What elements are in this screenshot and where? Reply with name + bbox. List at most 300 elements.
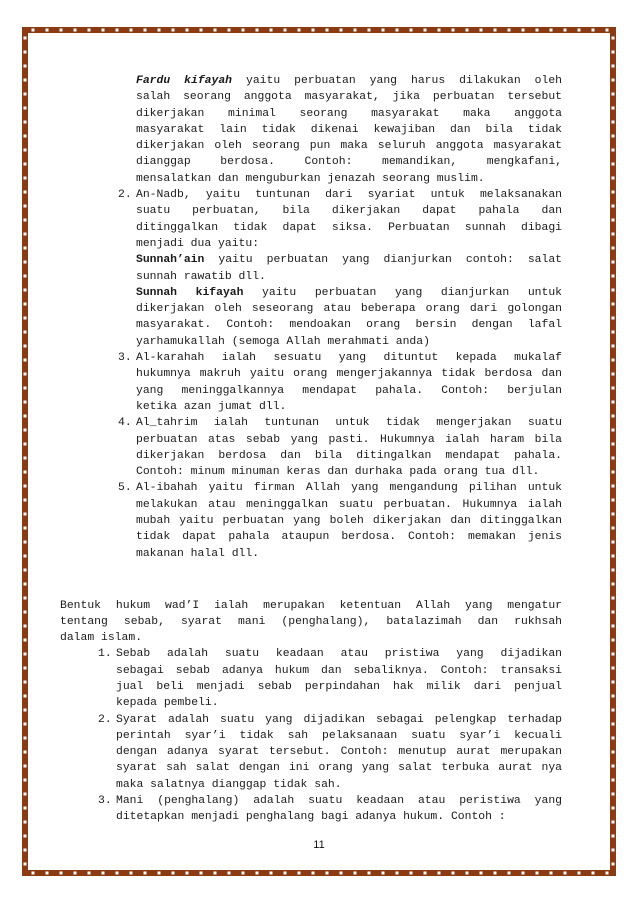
text-line-content: perintah syar’i tidak sah pelaksanaan suatu syar’i kecuali xyxy=(116,729,562,742)
text-line-content: dengan adanya syarat tersebut. Contoh: menutup aurat merupakan xyxy=(116,746,562,759)
text-line xyxy=(136,236,562,252)
list-item xyxy=(60,415,562,480)
border-dot xyxy=(242,29,245,32)
border-dot xyxy=(74,872,77,875)
border-dot xyxy=(24,835,27,838)
text-line xyxy=(136,383,562,399)
border-dot xyxy=(24,611,27,614)
border-dot xyxy=(24,331,27,334)
list-number: 1. xyxy=(98,648,112,661)
term-sunnah-kifayah: Sunnah kifayah xyxy=(136,286,244,299)
text-line-content: maka salatnya dianggap tidak sah. xyxy=(116,778,342,791)
list-item xyxy=(60,712,562,793)
text-line-content: yaitu perbuatan yang dianjurkan contoh: salat xyxy=(204,254,562,267)
border-dot xyxy=(612,345,615,348)
border-dot xyxy=(466,29,469,32)
text-line xyxy=(136,220,562,236)
text-line-content: syarat sah salat dengan ini orang yang salat terbuka aurat nya xyxy=(116,762,562,775)
text-line xyxy=(116,646,562,662)
border-dot xyxy=(368,29,371,32)
border-dot xyxy=(144,29,147,32)
text-line-content: salah seorang anggota masyarakat, jika perbuatan tersebut xyxy=(136,91,562,104)
border-dot xyxy=(578,29,581,32)
border-dot xyxy=(612,373,615,376)
border-dot xyxy=(24,191,27,194)
border-dot xyxy=(24,289,27,292)
list-number: 3. xyxy=(98,795,112,808)
text-line xyxy=(136,285,562,301)
border-dot xyxy=(494,29,497,32)
border-dot xyxy=(24,93,27,96)
border-dot xyxy=(24,485,27,488)
border-dot xyxy=(24,471,27,474)
border-dot xyxy=(24,415,27,418)
text-line-content: Contoh: minum minuman keras dan durhaka pada orang tua dll. xyxy=(136,466,540,479)
text-line xyxy=(136,154,562,170)
page-number: 11 xyxy=(313,839,325,851)
border-dot xyxy=(564,29,567,32)
text-line-content: kepada pembeli. xyxy=(116,697,219,710)
border-dot xyxy=(24,793,27,796)
border-dot xyxy=(612,485,615,488)
border-dot xyxy=(46,872,49,875)
border-dot xyxy=(24,387,27,390)
paragraph-lines xyxy=(136,350,562,415)
text-line xyxy=(116,793,562,809)
border-dot xyxy=(24,695,27,698)
border-dot xyxy=(466,872,469,875)
border-dot xyxy=(612,65,615,68)
text-line-content: tidak dapat pahala ataupun berdosa. Contoh: memakan jenis xyxy=(136,531,562,544)
border-dot xyxy=(612,709,615,712)
text-line xyxy=(136,432,562,448)
border-dot xyxy=(612,233,615,236)
spacer xyxy=(60,562,562,598)
border-dot xyxy=(612,695,615,698)
border-dot xyxy=(24,863,27,866)
border-dot xyxy=(24,177,27,180)
border-dot xyxy=(612,471,615,474)
border-dot xyxy=(612,107,615,110)
border-dot xyxy=(612,289,615,292)
text-line-content: tentang sebab, syarat mani (penghalang), batalazimah dan rukhsah xyxy=(60,615,562,628)
border-dot xyxy=(452,872,455,875)
border-dot xyxy=(612,163,615,166)
text-line xyxy=(116,679,562,695)
border-dot xyxy=(424,29,427,32)
border-dot xyxy=(46,29,49,32)
text-line-content: dalam islam. xyxy=(60,632,143,645)
border-dot xyxy=(24,653,27,656)
text-line xyxy=(136,171,562,187)
border-dot xyxy=(612,639,615,642)
border-dot xyxy=(24,681,27,684)
border-dot xyxy=(612,415,615,418)
text-line xyxy=(116,663,562,679)
text-line xyxy=(136,73,562,89)
border-dot xyxy=(228,872,231,875)
border-dot xyxy=(612,317,615,320)
border-dot xyxy=(24,625,27,628)
border-dot xyxy=(612,723,615,726)
text-line-content: menjadi dua yaitu: xyxy=(136,237,260,250)
border-dot xyxy=(24,261,27,264)
text-line-content: ditinggalkan tidak dapat siksa. Perbuatan sunnah dibagi xyxy=(136,221,562,234)
border-dot xyxy=(612,737,615,740)
border-dot xyxy=(24,359,27,362)
border-dot xyxy=(612,275,615,278)
border-dot xyxy=(158,29,161,32)
text-line-content: makanan halal dll. xyxy=(136,547,260,560)
border-dot xyxy=(612,401,615,404)
border-dot xyxy=(612,177,615,180)
border-dot xyxy=(452,29,455,32)
paragraph-lines xyxy=(136,285,562,350)
border-dot xyxy=(24,499,27,502)
border-dot xyxy=(24,569,27,572)
border-dot xyxy=(612,527,615,530)
text-line xyxy=(136,350,562,366)
border-dot xyxy=(24,807,27,810)
text-line xyxy=(136,301,562,317)
border-dot xyxy=(32,29,35,32)
border-dot xyxy=(396,872,399,875)
text-line-content: yarhamukallah (semoga Allah merahmati anda) xyxy=(136,335,430,348)
border-dot xyxy=(200,29,203,32)
border-dot xyxy=(186,872,189,875)
border-dot xyxy=(24,275,27,278)
border-dot xyxy=(536,872,539,875)
text-line-content: perbuatan atas sebab yang pasti. Hukumnya ialah haram bila xyxy=(136,433,562,446)
border-dot xyxy=(200,872,203,875)
border-dot xyxy=(382,872,385,875)
border-dot xyxy=(298,29,301,32)
border-dot xyxy=(612,513,615,516)
border-dot xyxy=(24,303,27,306)
text-line xyxy=(136,138,562,154)
border-dot xyxy=(424,872,427,875)
border-dot xyxy=(24,233,27,236)
border-dot xyxy=(24,779,27,782)
text-line xyxy=(116,712,562,728)
text-line-content: jual beli menjadi sebab perpindahan hak milik dari penjual xyxy=(116,680,562,693)
border-dot xyxy=(144,872,147,875)
paragraph-lines xyxy=(136,480,562,561)
border-dot xyxy=(24,345,27,348)
text-line-content: sunnah rawatib dll. xyxy=(136,270,266,283)
list-number: 2. xyxy=(118,189,132,202)
text-line-content: hukumnya makruh yaitu orang mengerjakannya tidak berdosa dan xyxy=(136,368,562,381)
border-dot xyxy=(396,29,399,32)
border-dot xyxy=(612,303,615,306)
border-dot xyxy=(480,29,483,32)
border-dot xyxy=(612,807,615,810)
border-dot xyxy=(24,765,27,768)
text-line xyxy=(60,614,562,630)
text-line-content: ketika azan jumat dll. xyxy=(136,400,287,413)
border-dot xyxy=(284,872,287,875)
border-dot xyxy=(88,872,91,875)
text-line xyxy=(136,89,562,105)
border-dot xyxy=(24,121,27,124)
text-line-content: dikerjakan oleh seorang pun maka seluruh anggota masyarakat xyxy=(136,140,562,153)
paragraph-lines xyxy=(116,646,562,711)
border-dot xyxy=(612,331,615,334)
text-line xyxy=(136,464,562,480)
paragraph-lines xyxy=(116,793,562,826)
border-dot xyxy=(186,29,189,32)
text-line-content: mubah yaitu perbuatan yang boleh dikerjakan dan ditinggalkan xyxy=(136,515,562,528)
border-dot xyxy=(522,872,525,875)
text-line-content: Syarat adalah suatu yang dijadikan sebagai pelengkap terhadap xyxy=(116,713,562,726)
paragraph-lines xyxy=(136,187,562,252)
border-dot xyxy=(612,261,615,264)
text-line xyxy=(116,695,562,711)
text-line-content: Sebab adalah suatu keadaan atau pristiwa yang dijadikan xyxy=(116,648,562,661)
paragraph-lines xyxy=(116,712,562,793)
border-dot xyxy=(24,317,27,320)
border-dot xyxy=(24,65,27,68)
list-item xyxy=(60,350,562,415)
text-line xyxy=(136,529,562,545)
border-dot xyxy=(130,872,133,875)
border-dot xyxy=(24,555,27,558)
border-dot xyxy=(612,149,615,152)
paragraph-lines xyxy=(136,73,562,187)
border-dot xyxy=(130,29,133,32)
border-dot xyxy=(24,513,27,516)
border-dot xyxy=(24,401,27,404)
border-dot xyxy=(24,583,27,586)
border-dot xyxy=(24,51,27,54)
text-line-content: An-Nadb, yaitu tuntunan dari syariat untuk melaksanakan xyxy=(136,189,562,202)
border-dot xyxy=(24,443,27,446)
border-dot xyxy=(24,79,27,82)
text-line-content: sebagai sebab adanya hukum dan sebaliknya. Contoh: transaksi xyxy=(116,664,562,677)
text-line-content: ditetapkan menjadi penghalang bagi adanya hukum. Contoh : xyxy=(116,811,506,824)
border-dot xyxy=(24,107,27,110)
list-item xyxy=(60,793,562,826)
text-line-content: Bentuk hukum wad’I ialah merupakan ketentuan Allah yang mengatur xyxy=(60,599,562,612)
border-dot xyxy=(606,872,609,875)
text-line xyxy=(136,187,562,203)
text-line xyxy=(136,252,562,268)
border-dot xyxy=(24,751,27,754)
text-line-content: yang meninggalkannya mendapat pahala. Contoh: berjulan xyxy=(136,384,562,397)
border-dot xyxy=(172,29,175,32)
border-dot xyxy=(158,872,161,875)
border-dot xyxy=(536,29,539,32)
text-line-content: Al_tahrim ialah tuntunan untuk tidak mengerjakan suatu xyxy=(136,417,562,430)
border-dot xyxy=(612,597,615,600)
term-fardu-kifayah: Fardu kifayah xyxy=(136,75,233,87)
border-dot xyxy=(24,219,27,222)
border-dot xyxy=(172,872,175,875)
border-dot xyxy=(564,872,567,875)
border-dot xyxy=(368,872,371,875)
border-dot xyxy=(550,872,553,875)
border-dot xyxy=(214,872,217,875)
text-line xyxy=(136,513,562,529)
border-dot xyxy=(612,821,615,824)
border-dot xyxy=(340,872,343,875)
border-dot xyxy=(60,29,63,32)
border-dot xyxy=(354,29,357,32)
list-item xyxy=(60,480,562,561)
border-dot xyxy=(60,872,63,875)
text-line-content: yaitu perbuatan yang dianjurkan untuk xyxy=(243,286,563,299)
page-content xyxy=(60,73,562,826)
text-line-content: Mani (penghalang) adalah suatu keadaan atau peristiwa yang xyxy=(116,795,562,808)
border-dot xyxy=(270,872,273,875)
text-line-content: Al-ibahah yaitu firman Allah yang mengandung pilihan untuk xyxy=(136,482,562,495)
text-line-content: dikerjakan oleh seseorang atau beberapa orang dari golongan xyxy=(136,303,562,316)
border-dot xyxy=(312,872,315,875)
border-dot xyxy=(24,639,27,642)
border-dot xyxy=(612,247,615,250)
border-dot xyxy=(24,163,27,166)
text-line xyxy=(136,448,562,464)
border-dot xyxy=(340,29,343,32)
border-dot xyxy=(612,93,615,96)
border-dot xyxy=(612,625,615,628)
list-item xyxy=(60,646,562,711)
border-dot xyxy=(32,872,35,875)
text-line-content: dikerjakan minimal seorang masyarakat maka anggota xyxy=(136,107,562,120)
border-dot xyxy=(612,681,615,684)
border-dot xyxy=(612,653,615,656)
border-dot xyxy=(612,387,615,390)
border-dot xyxy=(612,205,615,208)
text-line-content: yaitu perbuatan yang harus dilakukan oleh xyxy=(232,75,562,87)
border-dot xyxy=(116,872,119,875)
border-dot xyxy=(256,872,259,875)
border-left xyxy=(22,27,28,876)
border-dot xyxy=(102,29,105,32)
border-dot xyxy=(438,29,441,32)
border-dot xyxy=(326,872,329,875)
border-dot xyxy=(354,872,357,875)
text-line-content: masyarakat lain tidak dikenai kewajiban dan bila tidak xyxy=(136,123,562,136)
text-line xyxy=(136,334,562,350)
text-line xyxy=(116,777,562,793)
text-line xyxy=(136,122,562,138)
text-line xyxy=(136,317,562,333)
border-dot xyxy=(24,709,27,712)
border-dot xyxy=(74,29,77,32)
list-number: 4. xyxy=(118,417,132,430)
border-dot xyxy=(24,149,27,152)
border-dot xyxy=(24,457,27,460)
border-dot xyxy=(24,541,27,544)
border-dot xyxy=(24,429,27,432)
list-number: 2. xyxy=(98,713,112,726)
border-dot xyxy=(592,872,595,875)
border-dot xyxy=(612,51,615,54)
border-dot xyxy=(592,29,595,32)
text-line xyxy=(136,497,562,513)
intro-paragraph xyxy=(60,598,562,647)
text-line xyxy=(116,744,562,760)
list-item xyxy=(60,187,562,350)
text-line-content: suatu perbuatan, bila dikerjakan dapat pahala dan xyxy=(136,205,562,218)
paragraph-lines xyxy=(136,252,562,285)
border-dot xyxy=(612,443,615,446)
border-dot xyxy=(612,499,615,502)
border-dot xyxy=(612,555,615,558)
border-dot xyxy=(508,29,511,32)
border-dot xyxy=(612,751,615,754)
border-dot xyxy=(612,569,615,572)
text-line-content: dianggap berdosa. Contoh: memandikan, mengkafani, xyxy=(136,156,562,169)
border-dot xyxy=(382,29,385,32)
border-dot xyxy=(410,872,413,875)
text-line xyxy=(136,269,562,285)
border-dot xyxy=(24,247,27,250)
border-dot xyxy=(612,667,615,670)
border-dot xyxy=(326,29,329,32)
text-line-content: dikerjakan berdosa dan bila ditingalkan mendapat pahala. xyxy=(136,449,562,462)
fardu-kifayah-paragraph xyxy=(60,73,562,187)
border-dot xyxy=(24,373,27,376)
border-dot xyxy=(612,135,615,138)
border-dot xyxy=(102,872,105,875)
border-right xyxy=(610,27,616,876)
border-dot xyxy=(480,872,483,875)
border-dot xyxy=(24,527,27,530)
list-number: 5. xyxy=(118,482,132,495)
border-dot xyxy=(270,29,273,32)
text-line xyxy=(60,598,562,614)
border-dot xyxy=(612,835,615,838)
border-dot xyxy=(612,121,615,124)
border-dot xyxy=(438,872,441,875)
border-dot xyxy=(312,29,315,32)
text-line-content: masyarakat. Contoh: mendoakan orang bersin dengan lafal xyxy=(136,319,562,332)
border-dot xyxy=(612,37,615,40)
border-dot xyxy=(24,135,27,138)
paragraph-lines xyxy=(136,415,562,480)
border-dot xyxy=(24,821,27,824)
border-dot xyxy=(410,29,413,32)
term-sunnah-ain: Sunnah’ain xyxy=(136,254,205,267)
border-dot xyxy=(24,37,27,40)
text-line xyxy=(116,728,562,744)
border-dot xyxy=(612,457,615,460)
text-line xyxy=(136,366,562,382)
text-line xyxy=(136,399,562,415)
border-dot xyxy=(256,29,259,32)
border-dot xyxy=(550,29,553,32)
border-dot xyxy=(612,583,615,586)
border-dot xyxy=(24,667,27,670)
text-line-content: melakukan atau meninggalkan suatu perbuatan. Hukumnya ialah xyxy=(136,498,562,511)
border-dot xyxy=(228,29,231,32)
border-dot xyxy=(612,429,615,432)
border-dot xyxy=(214,29,217,32)
border-dot xyxy=(24,205,27,208)
border-dot xyxy=(24,597,27,600)
text-line xyxy=(116,809,562,825)
border-dot xyxy=(284,29,287,32)
text-line xyxy=(136,203,562,219)
text-line xyxy=(136,546,562,562)
border-dot xyxy=(612,79,615,82)
border-dot xyxy=(612,359,615,362)
border-dot xyxy=(578,872,581,875)
border-dot xyxy=(24,723,27,726)
paragraph-lines xyxy=(60,598,562,647)
